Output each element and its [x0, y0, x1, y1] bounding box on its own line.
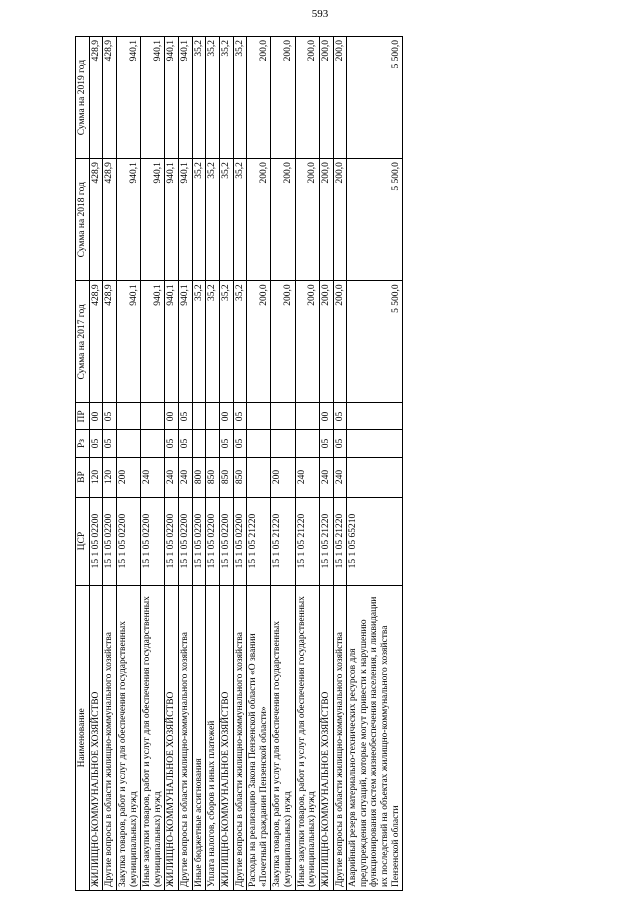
table-cell-name: Закупка товаров, работ и услуг для обеспечения государственных (муниципальных) нужд: [271, 585, 295, 890]
table-cell-sum-2017: 428,9: [103, 281, 117, 403]
table-cell-csr: 15 1 05 02200: [192, 497, 206, 585]
table-cell-sum-2018: 200,0: [247, 159, 271, 281]
table-cell-vr: 120: [103, 457, 117, 497]
table-cell-pr: [295, 403, 319, 430]
table-cell-sum-2019: 940,1: [165, 37, 179, 159]
table-cell-csr: 15 1 05 02200: [219, 497, 233, 585]
header-csr: ЦСР: [76, 497, 90, 585]
table-cell-sum-2018: 940,1: [179, 159, 193, 281]
table-row: [141, 37, 165, 891]
table-cell-pr: [247, 403, 271, 430]
header-sum-2019: Сумма на 2019 год: [76, 37, 90, 159]
table-cell-sum-2018: 35,2: [233, 159, 247, 281]
table-cell-sum-2019: 35,2: [219, 37, 233, 159]
table-cell-rz: [295, 430, 319, 457]
table-cell-sum-2017: 200,0: [333, 281, 347, 403]
table-cell-csr: 15 1 05 21220: [333, 497, 347, 585]
table-cell-sum-2018: 940,1: [165, 159, 179, 281]
table-cell-sum-2017: 35,2: [192, 281, 206, 403]
table-cell-rz: 05: [233, 430, 247, 457]
header-name: Наименование: [76, 585, 90, 890]
table-cell-rz: [247, 430, 271, 457]
table-cell-sum-2019: 200,0: [247, 37, 271, 159]
table-cell-sum-2018: 940,1: [141, 159, 165, 281]
table-cell-pr: [271, 403, 295, 430]
table-cell-sum-2017: 200,0: [247, 281, 271, 403]
table-cell-sum-2017: 35,2: [206, 281, 220, 403]
table-cell-name: Иные бюджетные ассигнования: [192, 585, 206, 890]
header-sum-2018: Сумма на 2018 год: [76, 159, 90, 281]
table-row: [206, 37, 220, 891]
table-cell-name: Аварийный резерв материально-технических ресурсов для предупреждения ситуаций, которые могут привести к нарушению функционирования систем жизнеобеспечения населения, и ликвидации их последствий на объектах жилищно-коммунального хозяйства Пензенской области: [347, 585, 403, 890]
page-number: 593: [311, 8, 329, 20]
table-cell-name: Закупка товаров, работ и услуг для обеспечения государственных (муниципальных) нужд: [116, 585, 140, 890]
table-cell-csr: 15 1 05 21220: [295, 497, 319, 585]
table-cell-vr: [347, 457, 403, 497]
table-cell-rz: [347, 430, 403, 457]
table-cell-pr: 00: [89, 403, 103, 430]
table-cell-sum-2018: 35,2: [206, 159, 220, 281]
table-row: [165, 37, 179, 891]
table-cell-pr: 05: [103, 403, 117, 430]
table-row: [179, 37, 193, 891]
table-cell-pr: [192, 403, 206, 430]
table-cell-sum-2019: 200,0: [333, 37, 347, 159]
table-cell-rz: [206, 430, 220, 457]
table-cell-name: Иные закупки товаров, работ и услуг для обеспечения государственных (муниципальных) нужд: [295, 585, 319, 890]
header-rz: Рз: [76, 430, 90, 457]
table-cell-name: Другие вопросы в области жилищно-коммунального хозяйства: [179, 585, 193, 890]
table-cell-name: Расходы на реализацию Закона Пензенской области «О звании «Почетный гражданин Пензенской области»: [247, 585, 271, 890]
table-cell-pr: [141, 403, 165, 430]
table-cell-vr: 240: [179, 457, 193, 497]
table-cell-sum-2019: 940,1: [116, 37, 140, 159]
table-cell-pr: [116, 403, 140, 430]
table-cell-rz: 05: [179, 430, 193, 457]
table-cell-vr: 850: [219, 457, 233, 497]
table-cell-name: Другие вопросы в области жилищно-коммунального хозяйства: [233, 585, 247, 890]
table-row: [333, 37, 347, 891]
table-cell-csr: 15 1 05 02200: [141, 497, 165, 585]
table-cell-sum-2019: 35,2: [192, 37, 206, 159]
table-cell-sum-2017: 200,0: [319, 281, 333, 403]
table-cell-sum-2017: 200,0: [271, 281, 295, 403]
table-cell-sum-2018: 428,9: [103, 159, 117, 281]
table-cell-sum-2019: 5 500,0: [347, 37, 403, 159]
table-cell-pr: [206, 403, 220, 430]
table-cell-rz: [116, 430, 140, 457]
table-header-row: [76, 37, 90, 891]
budget-table: [75, 36, 403, 891]
table-cell-pr: 00: [319, 403, 333, 430]
header-vr: ВР: [76, 457, 90, 497]
table-cell-csr: 15 1 05 02200: [103, 497, 117, 585]
table-cell-sum-2017: 428,9: [89, 281, 103, 403]
table-cell-pr: [347, 403, 403, 430]
table-row: [116, 37, 140, 891]
table-cell-sum-2019: 428,9: [103, 37, 117, 159]
table-cell-sum-2019: 200,0: [319, 37, 333, 159]
table-cell-sum-2019: 200,0: [295, 37, 319, 159]
table-cell-sum-2017: 940,1: [179, 281, 193, 403]
table-cell-name: ЖИЛИЩНО-КОММУНАЛЬНОЕ ХОЗЯЙСТВО: [165, 585, 179, 890]
table-cell-csr: 15 1 05 02200: [116, 497, 140, 585]
table-cell-sum-2019: 200,0: [271, 37, 295, 159]
table-cell-vr: 120: [89, 457, 103, 497]
table-row: [271, 37, 295, 891]
table-cell-rz: 05: [333, 430, 347, 457]
table-cell-csr: 15 1 05 02200: [89, 497, 103, 585]
table-row: [347, 37, 403, 891]
table-cell-rz: 05: [319, 430, 333, 457]
table-cell-name: Уплата налогов, сборов и иных платежей: [206, 585, 220, 890]
table-row: [295, 37, 319, 891]
table-cell-pr: 00: [219, 403, 233, 430]
table-cell-pr: 05: [333, 403, 347, 430]
table-cell-sum-2018: 200,0: [319, 159, 333, 281]
table-cell-rz: [271, 430, 295, 457]
table-cell-name: Иные закупки товаров, работ и услуг для обеспечения государственных (муниципальных) нужд: [141, 585, 165, 890]
table-cell-csr: 15 1 05 02200: [233, 497, 247, 585]
header-sum-2017: Сумма на 2017 год: [76, 281, 90, 403]
table-cell-sum-2017: 35,2: [219, 281, 233, 403]
table-cell-vr: 200: [116, 457, 140, 497]
table-cell-name: ЖИЛИЩНО-КОММУНАЛЬНОЕ ХОЗЯЙСТВО: [319, 585, 333, 890]
table-row: [319, 37, 333, 891]
table-cell-rz: 05: [89, 430, 103, 457]
table-cell-sum-2017: 200,0: [295, 281, 319, 403]
table-cell-sum-2018: 200,0: [333, 159, 347, 281]
table-cell-vr: 200: [271, 457, 295, 497]
table-row: [103, 37, 117, 891]
table-cell-sum-2019: 35,2: [206, 37, 220, 159]
table-cell-csr: 15 1 05 02200: [165, 497, 179, 585]
table-cell-vr: 850: [233, 457, 247, 497]
table-cell-sum-2018: 200,0: [295, 159, 319, 281]
table-cell-sum-2018: 35,2: [192, 159, 206, 281]
budget-table-rotated: [75, 36, 610, 891]
table-cell-rz: 05: [219, 430, 233, 457]
table-cell-sum-2017: 35,2: [233, 281, 247, 403]
table-cell-sum-2019: 940,1: [141, 37, 165, 159]
table-cell-rz: 05: [165, 430, 179, 457]
table-cell-csr: 15 1 05 21220: [271, 497, 295, 585]
table-row: [89, 37, 103, 891]
table-cell-rz: [192, 430, 206, 457]
table-cell-csr: 15 1 05 21220: [319, 497, 333, 585]
table-cell-vr: 240: [333, 457, 347, 497]
table-cell-sum-2017: 940,1: [116, 281, 140, 403]
table-cell-pr: 00: [165, 403, 179, 430]
table-cell-name: ЖИЛИЩНО-КОММУНАЛЬНОЕ ХОЗЯЙСТВО: [219, 585, 233, 890]
table-cell-sum-2017: 940,1: [141, 281, 165, 403]
table-cell-csr: 15 1 05 02200: [206, 497, 220, 585]
table-cell-sum-2018: 35,2: [219, 159, 233, 281]
table-cell-vr: 240: [295, 457, 319, 497]
table-cell-pr: 05: [233, 403, 247, 430]
table-cell-vr: 850: [206, 457, 220, 497]
table-cell-vr: [247, 457, 271, 497]
table-cell-sum-2019: 428,9: [89, 37, 103, 159]
table-cell-sum-2018: 428,9: [89, 159, 103, 281]
table-row: [219, 37, 233, 891]
table-cell-csr: 15 1 05 02200: [179, 497, 193, 585]
header-pr: ПР: [76, 403, 90, 430]
table-cell-sum-2019: 940,1: [179, 37, 193, 159]
table-cell-vr: 800: [192, 457, 206, 497]
table-cell-vr: 240: [141, 457, 165, 497]
table-cell-rz: 05: [103, 430, 117, 457]
table-cell-pr: 05: [179, 403, 193, 430]
table-cell-csr: 15 1 05 65210: [347, 497, 403, 585]
table-row: [192, 37, 206, 891]
table-cell-sum-2017: 940,1: [165, 281, 179, 403]
table-cell-name: ЖИЛИЩНО-КОММУНАЛЬНОЕ ХОЗЯЙСТВО: [89, 585, 103, 890]
table-cell-sum-2018: 940,1: [116, 159, 140, 281]
table-cell-rz: [141, 430, 165, 457]
table-cell-name: Другие вопросы в области жилищно-коммунального хозяйства: [103, 585, 117, 890]
table-cell-sum-2019: 35,2: [233, 37, 247, 159]
table-row: [233, 37, 247, 891]
table-cell-sum-2017: 5 500,0: [347, 281, 403, 403]
table-cell-csr: 15 1 05 21220: [247, 497, 271, 585]
table-cell-vr: 240: [319, 457, 333, 497]
table-cell-sum-2018: 200,0: [271, 159, 295, 281]
table-cell-name: Другие вопросы в области жилищно-коммунального хозяйства: [333, 585, 347, 890]
table-row: [247, 37, 271, 891]
table-cell-sum-2018: 5 500,0: [347, 159, 403, 281]
table-cell-vr: 240: [165, 457, 179, 497]
